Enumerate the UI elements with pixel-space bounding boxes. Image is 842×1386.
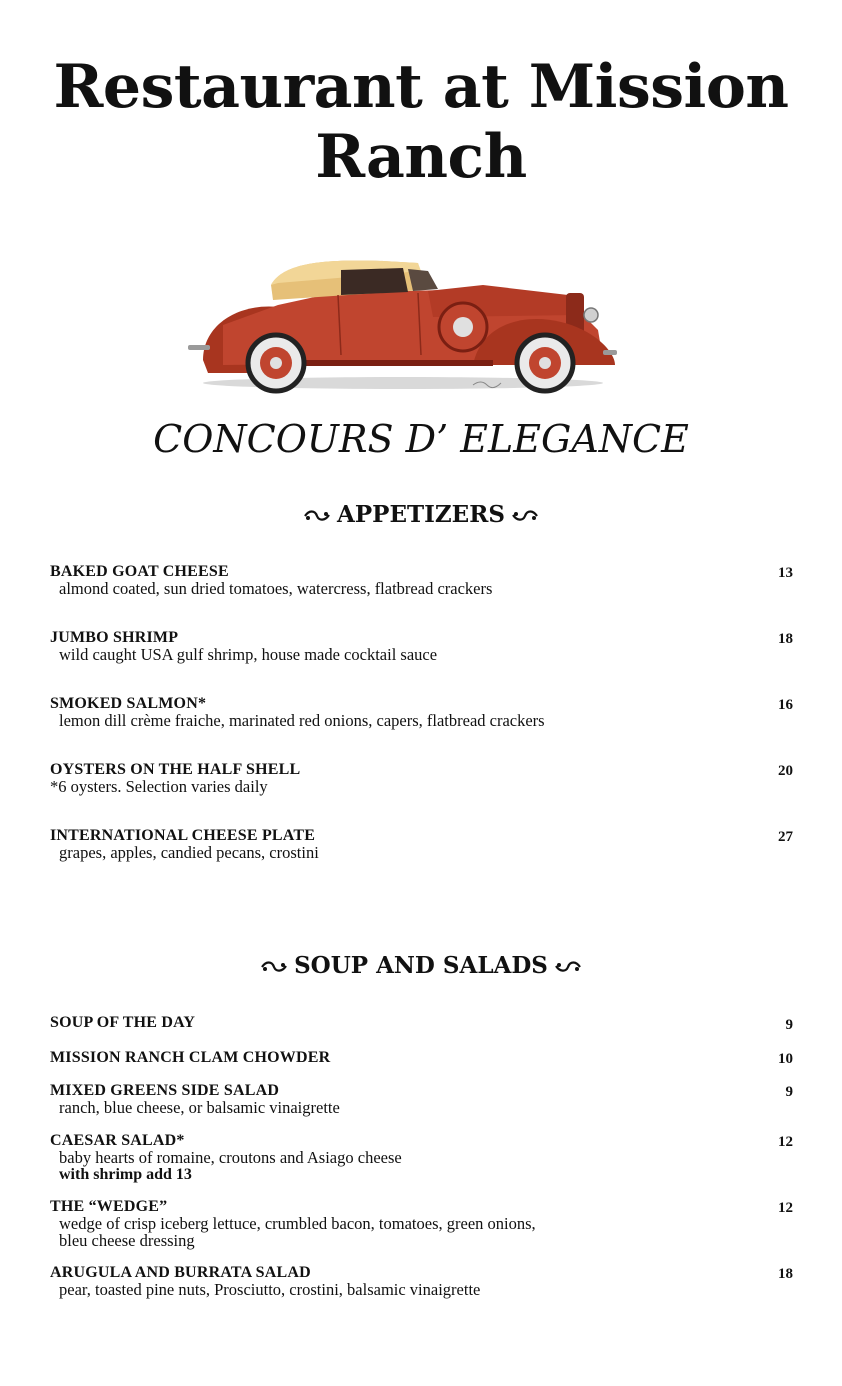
appetizers-heading	[0, 500, 842, 530]
scroll-ornament-icon	[511, 509, 539, 523]
scroll-ornament-icon	[303, 509, 331, 523]
restaurant-title	[0, 52, 842, 192]
item-name: SOUP OF THE DAY	[50, 1014, 196, 1031]
item-name: SMOKED SALMON*	[50, 695, 207, 712]
soups-heading-label: SOUP AND SALADS	[294, 952, 548, 979]
item-add-on: with shrimp add 13	[59, 1166, 192, 1183]
menu-item	[50, 695, 795, 729]
soups-heading	[0, 951, 842, 981]
item-price: 9	[785, 1017, 793, 1033]
item-name: ARUGULA AND BURRATA SALAD	[50, 1264, 311, 1281]
menu-item	[50, 1132, 795, 1183]
item-description: wild caught USA gulf shrimp, house made cocktail sauce	[59, 645, 438, 664]
item-name: OYSTERS ON THE HALF SHELL	[50, 761, 301, 778]
menu-item	[50, 1049, 795, 1066]
item-name: CAESAR SALAD*	[50, 1132, 185, 1149]
title-line-2: Ranch	[315, 122, 527, 192]
item-name: THE “WEDGE”	[50, 1198, 168, 1215]
item-price: 27	[778, 829, 793, 845]
item-description: almond coated, sun dried tomatoes, watercress, flatbread crackers	[59, 579, 493, 598]
concours-subtitle: CONCOURS D’ ELEGANCE	[153, 417, 689, 461]
item-name: JUMBO SHRIMP	[50, 629, 179, 646]
item-description: grapes, apples, candied pecans, crostini	[59, 843, 319, 862]
title-line-1: Restaurant at Mission	[53, 52, 789, 122]
menu-item	[50, 761, 795, 795]
menu-item	[50, 563, 795, 597]
menu-item	[50, 1014, 795, 1031]
item-price: 9	[785, 1084, 793, 1100]
item-name: BAKED GOAT CHEESE	[50, 563, 229, 580]
scroll-ornament-icon	[554, 960, 582, 974]
item-price: 18	[778, 631, 793, 647]
item-description: *6 oysters. Selection varies daily	[50, 777, 268, 796]
item-description: wedge of crisp iceberg lettuce, crumbled bacon, tomatoes, green onions,	[59, 1214, 536, 1233]
menu-item	[50, 827, 795, 861]
item-price: 16	[778, 697, 793, 713]
appetizers-heading-label: APPETIZERS	[337, 501, 505, 528]
item-name: MIXED GREENS SIDE SALAD	[50, 1082, 280, 1099]
menu-item	[50, 1264, 795, 1298]
vintage-car-image	[183, 255, 619, 395]
item-description-line-2: bleu cheese dressing	[59, 1231, 195, 1250]
item-name: MISSION RANCH CLAM CHOWDER	[50, 1049, 331, 1066]
item-description: baby hearts of romaine, croutons and Asiago cheese	[59, 1148, 402, 1167]
item-price: 13	[778, 565, 793, 581]
item-name: INTERNATIONAL CHEESE PLATE	[50, 827, 316, 844]
item-price: 12	[778, 1200, 793, 1216]
menu-item	[50, 1082, 795, 1116]
menu-item	[50, 1198, 795, 1249]
item-price: 10	[778, 1051, 793, 1067]
menu-item	[50, 629, 795, 663]
scroll-ornament-icon	[260, 960, 288, 974]
item-description: pear, toasted pine nuts, Prosciutto, crostini, balsamic vinaigrette	[59, 1280, 481, 1299]
item-description: lemon dill crème fraiche, marinated red onions, capers, flatbread crackers	[59, 711, 545, 730]
item-price: 12	[778, 1134, 793, 1150]
item-description: ranch, blue cheese, or balsamic vinaigrette	[59, 1098, 340, 1117]
item-price: 20	[778, 763, 793, 779]
item-price: 18	[778, 1266, 793, 1282]
